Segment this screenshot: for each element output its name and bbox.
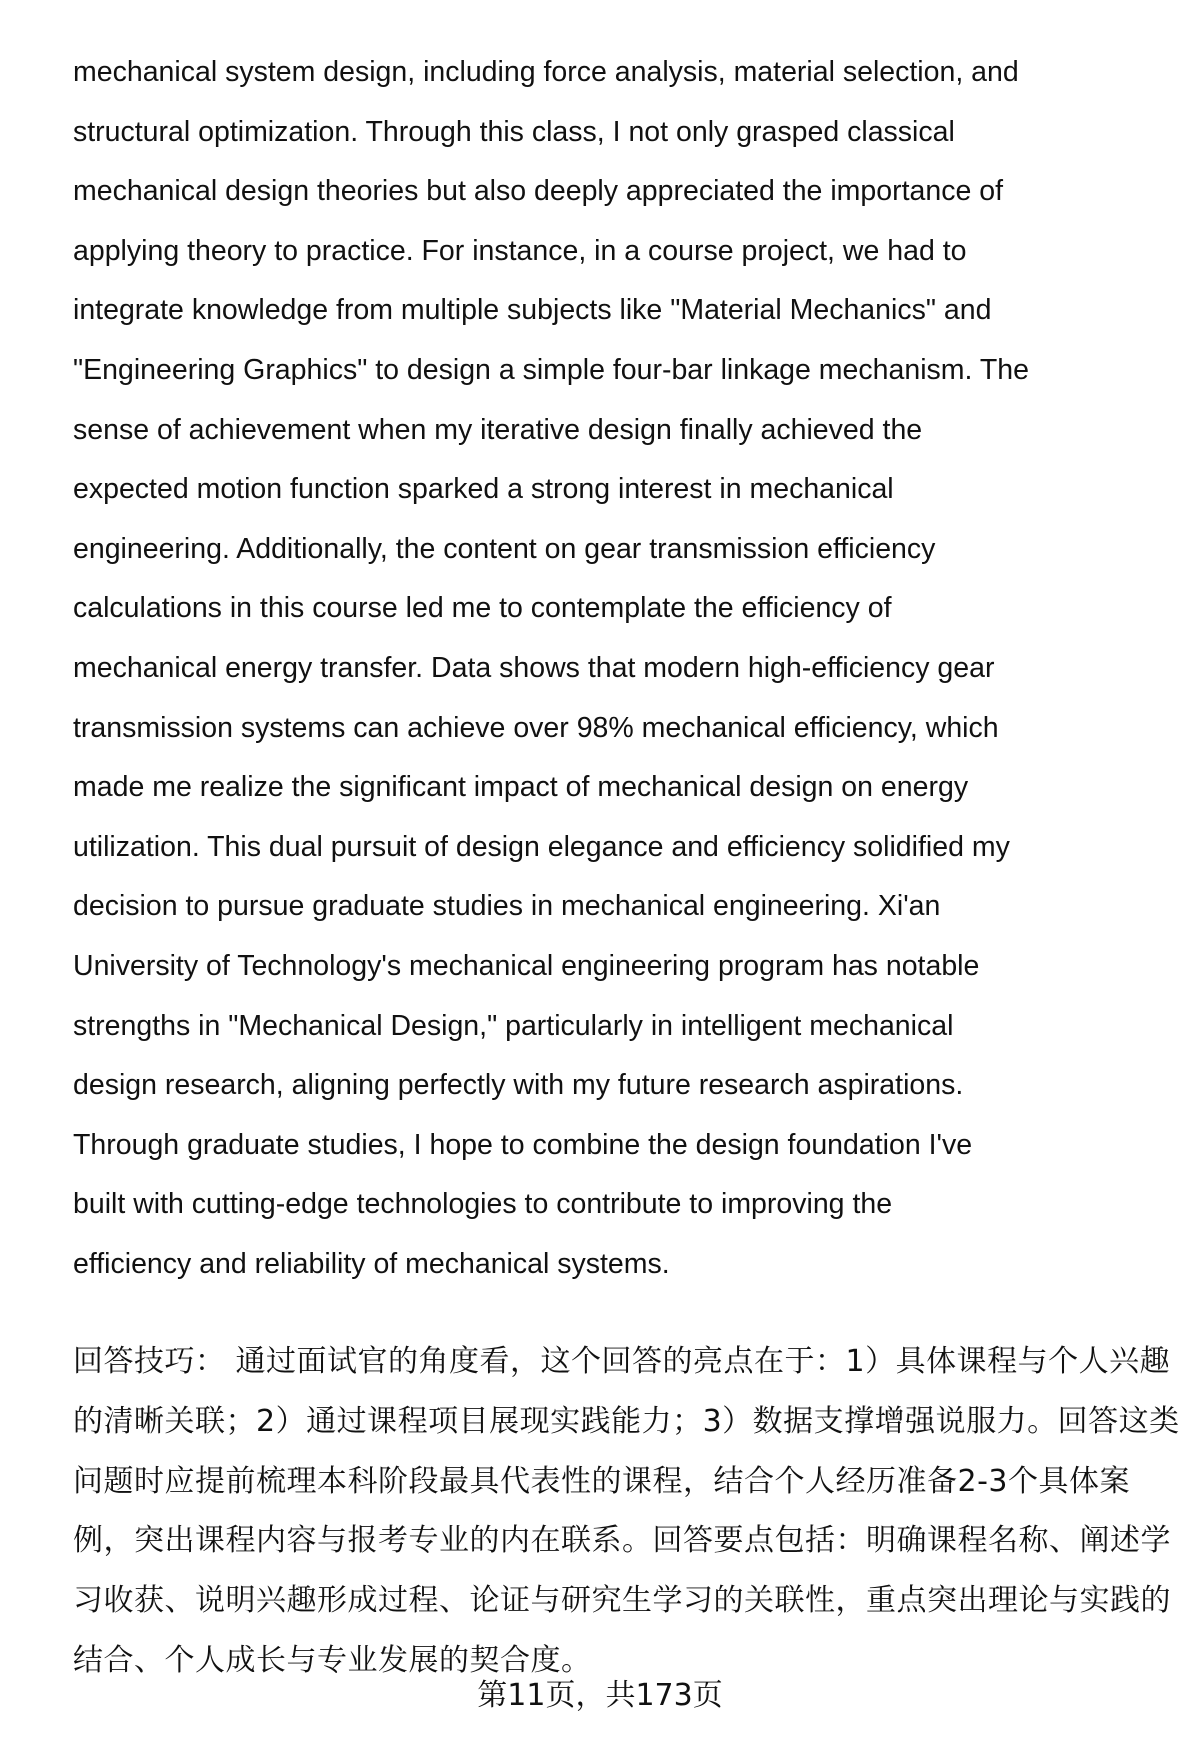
- tips-text-line: 习收获、说明兴趣形成过程、论证与研究生学习的关联性，重点突出理论与实践的: [73, 1583, 1171, 1619]
- answer-text-line: design research, aligning perfectly with my future research aspirations.: [73, 1069, 964, 1102]
- answer-text-line: mechanical design theories but also deeply appreciated the importance of: [73, 175, 1003, 208]
- answer-text-line: made me realize the significant impact of mechanical design on energy: [73, 771, 969, 804]
- answer-text-line: "Engineering Graphics" to design a simple four-bar linkage mechanism. The: [73, 354, 1029, 386]
- answer-text-line: mechanical energy transfer. Data shows that modern high-efficiency gear: [73, 652, 995, 684]
- answer-text-line: engineering. Additionally, the content on gear transmission efficiency: [73, 532, 936, 565]
- answer-text-line: expected motion function sparked a strong interest in mechanical: [73, 473, 894, 506]
- answer-text-line: strengths in "Mechanical Design," particularly in intelligent mechanical: [73, 1009, 954, 1042]
- tips-text-line: 的清晰关联；2）通过课程项目展现实践能力；3）数据支撑增强说服力。回答这类: [73, 1403, 1180, 1439]
- answer-text-line: utilization. This dual pursuit of design elegance and efficiency solidified my: [73, 830, 1010, 863]
- answer-text-line: sense of achievement when my iterative design finally achieved the: [73, 413, 923, 446]
- answer-text-line: applying theory to practice. For instance, in a course project, we had to: [73, 234, 967, 267]
- answer-text-line: decision to pursue graduate studies in mechanical engineering. Xi'an: [73, 890, 941, 923]
- answer-text-line: transmission systems can achieve over 98% mechanical efficiency, which: [73, 711, 999, 744]
- answer-text-line: structural optimization. Through this class, I not only grasped classical: [73, 115, 955, 148]
- page-number: 第11页，共173页: [477, 1678, 723, 1713]
- answer-text-line: University of Technology's mechanical engineering program has notable: [73, 950, 980, 982]
- tips-text-line: 问题时应提前梳理本科阶段最具代表性的课程，结合个人经历准备2-3个具体案: [73, 1463, 1130, 1499]
- tips-text-line: 回答技巧： 通过面试官的角度看，这个回答的亮点在于：1）具体课程与个人兴趣: [73, 1344, 1171, 1379]
- answer-text-line: mechanical system design, including force analysis, material selection, and: [73, 56, 1019, 88]
- answer-text-line: calculations in this course led me to contemplate the efficiency of: [73, 592, 892, 625]
- answer-text-line: efficiency and reliability of mechanical systems.: [73, 1248, 670, 1280]
- tips-text-line: 例，突出课程内容与报考专业的内在联系。回答要点包括：明确课程名称、阐述学: [73, 1523, 1171, 1559]
- answer-text-line: integrate knowledge from multiple subjects like "Material Mechanics" and: [73, 294, 992, 327]
- answer-text-line: built with cutting-edge technologies to contribute to improving the: [73, 1188, 893, 1221]
- tips-text-line: 结合、个人成长与专业发展的契合度。: [73, 1643, 592, 1678]
- answer-text-line: Through graduate studies, I hope to combine the design foundation I've: [73, 1128, 973, 1161]
